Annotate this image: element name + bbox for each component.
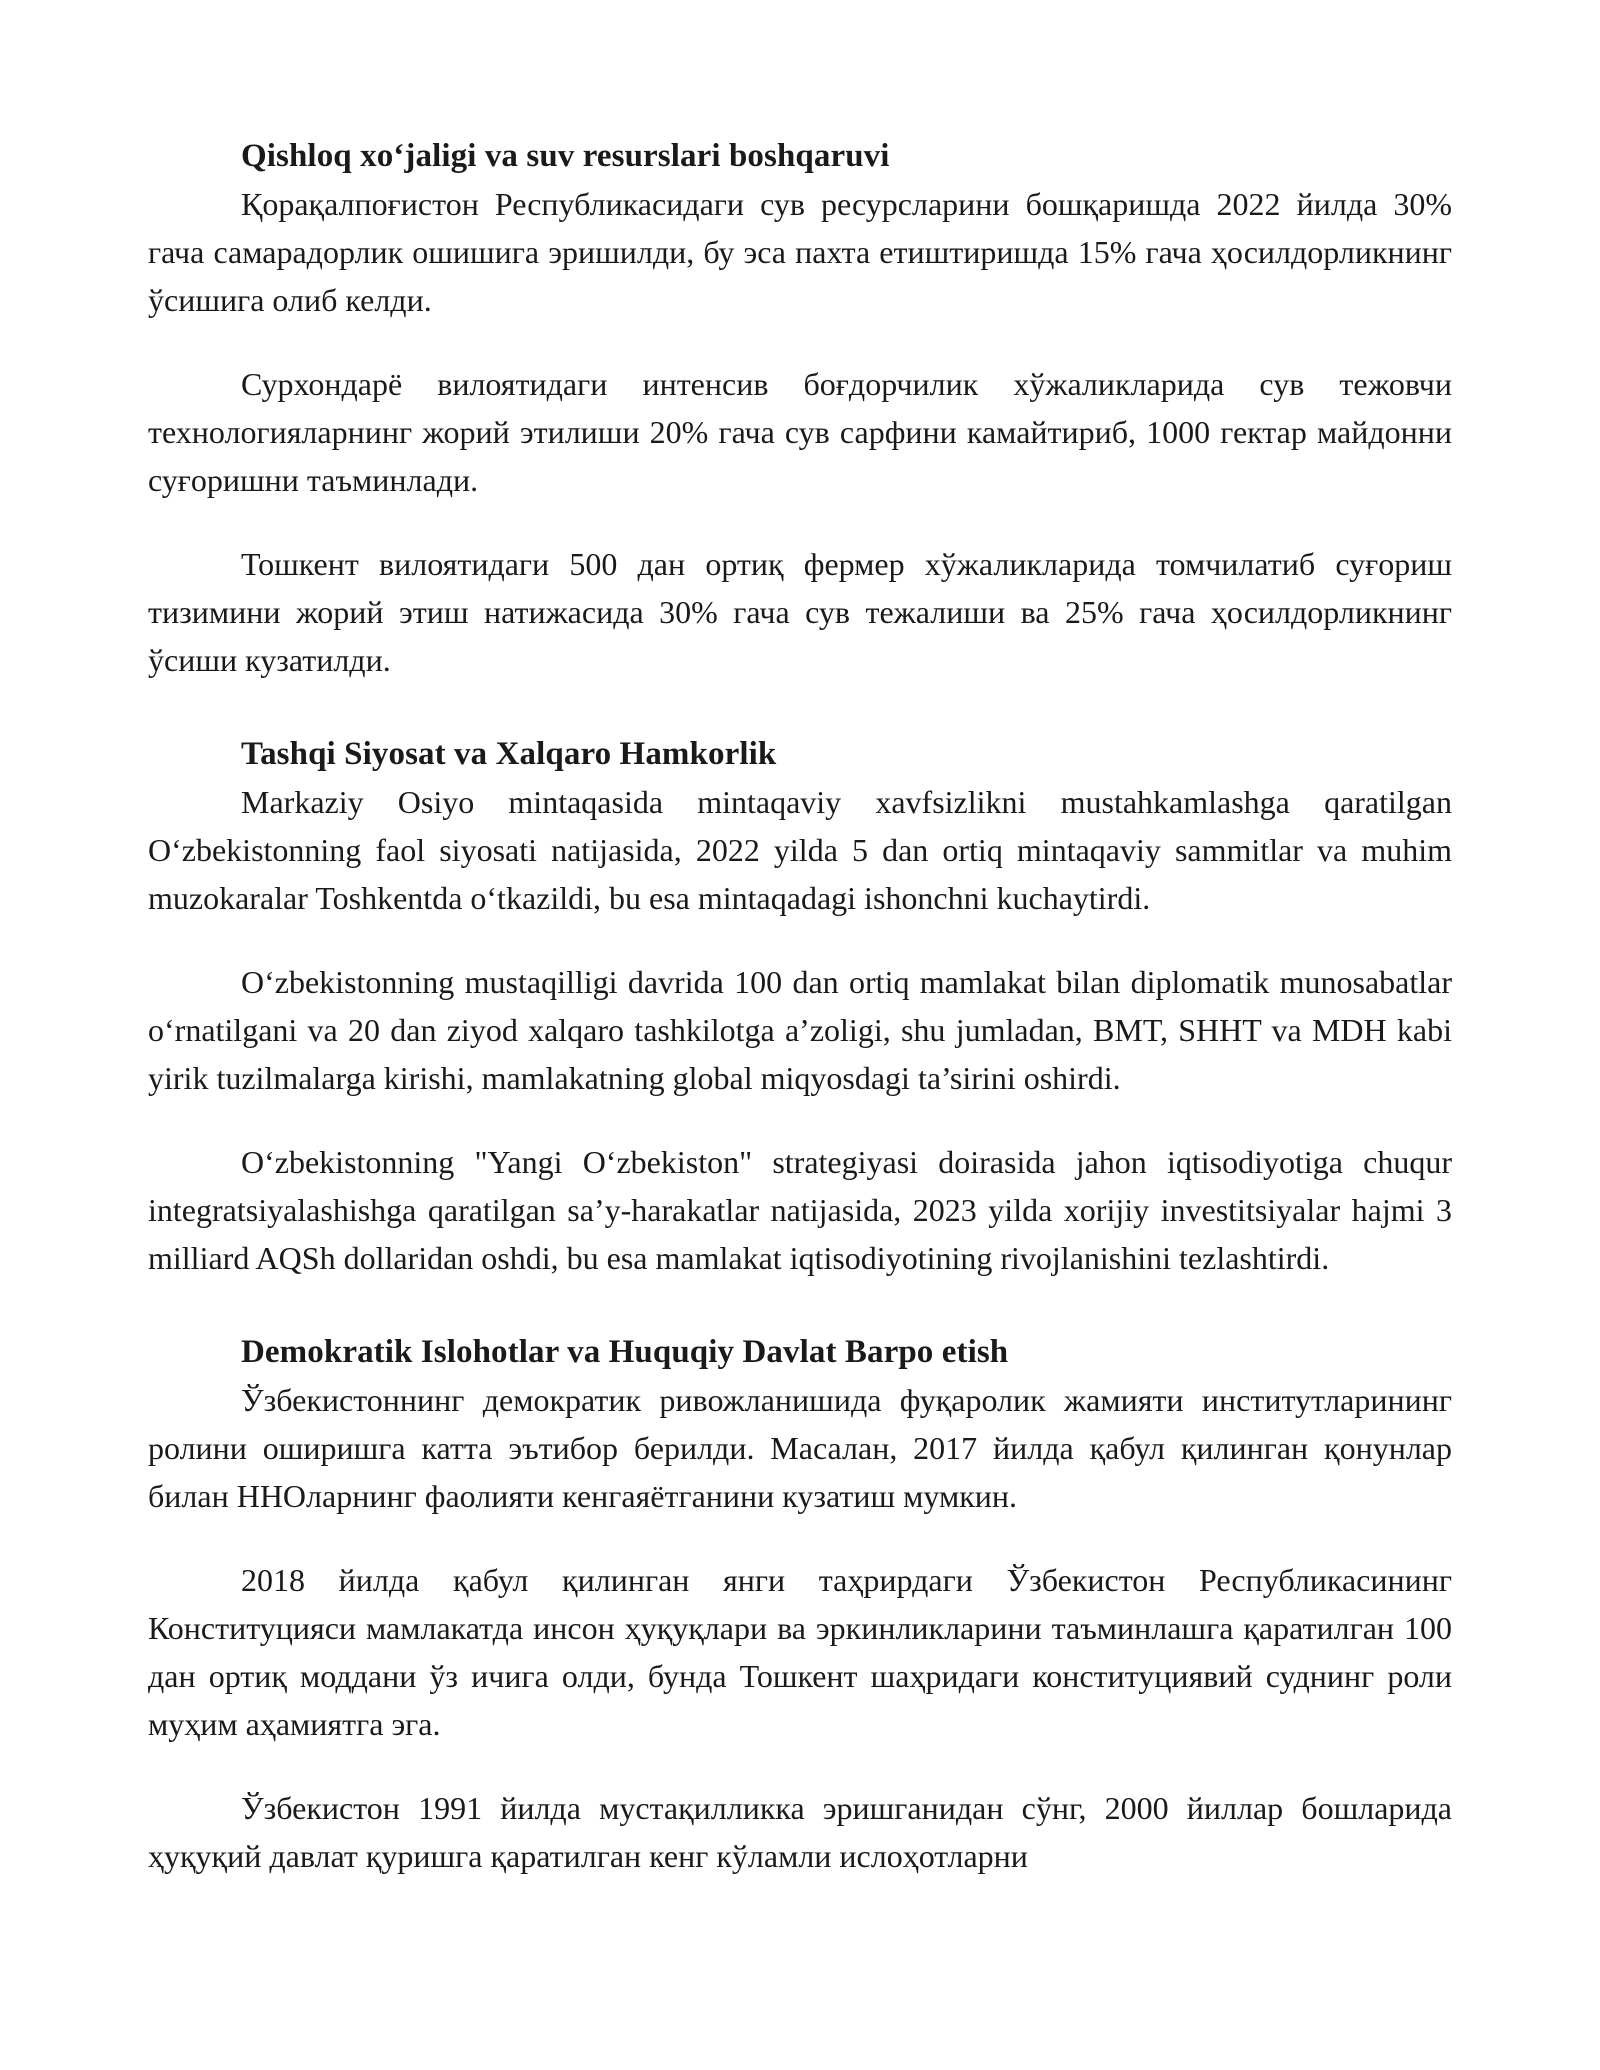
paragraph-new-uzbekistan-strategy: O‘zbekistonning "Yangi O‘zbekiston" strategiyasi doirasida jahon iqtisodiyotiga chuqur integratsiyalashishga qaratilgan sa’y-harakatlar natijasida, 2023 yilda xorijiy investitsiyalar hajmi 3 milliard AQSh dollaridan oshdi, bu esa mamlakat iqtisodiyotining rivojlanishini tezlashtirdi. (148, 1144, 1452, 1276)
paragraph-surkhandarya: Сурхондарё вилоятидаги интенсив боғдорчилик хўжаликларида сув тежовчи технологияларнинг жорий этилиши 20% гача сув сарфини камайтириб, 1000 гектар майдонни суғоришни таъминлади. (148, 366, 1452, 498)
paragraph-karakalpakstan: Қорақалпоғистон Республикасидаги сув ресурсларини бошқаришда 2022 йилда 30% гача самарадорлик ошишига эришилди, бу эса пахта етиштиришда 15% гача ҳосилдорликнинг ўсишига олиб келди. (148, 186, 1452, 318)
paragraph-diplomatic-relations: O‘zbekistonning mustaqilligi davrida 100 dan ortiq mamlakat bilan diplomatik munosabatlar o‘rnatilgani va 20 dan ziyod xalqaro tashkilotga a’zoligi, shu jumladan, BMT, SHHT va MDH kabi yirik tuzilmalarga kirishi, mamlakatning global miqyosdagi ta’sirini oshirdi. (148, 964, 1452, 1096)
paragraph-constitution: 2018 йилда қабул қилинган янги таҳрирдаги Ўзбекистон Республикасининг Конституцияси мамлакатда инсон ҳуқуқлари ва эркинликларини таъминлашга қаратилган 100 дан ортиқ моддани ўз ичига олди, бунда Тошкент шаҳридаги конституциявий суднинг роли муҳим аҳамиятга эга. (148, 1562, 1452, 1742)
paragraph-independence-reforms: Ўзбекистон 1991 йилда мустақилликка эришганидан сўнг, 2000 йиллар бошларида ҳуқуқий давлат қуришга қаратилган кенг кўламли ислоҳотларни (148, 1790, 1452, 1874)
section-heading-agriculture: Qishloq xo‘jaligi va suv resurslari boshqaruvi (241, 138, 890, 174)
paragraph-central-asia: Markaziy Osiyo mintaqasida mintaqaviy xavfsizlikni mustahkamlashga qaratilgan O‘zbekistonning faol siyosati natijasida, 2022 yilda 5 dan ortiq mintaqaviy sammitlar va muhim muzokaralar Toshkentda o‘tkazildi, bu esa mintaqadagi ishonchni kuchaytirdi. (148, 784, 1452, 916)
document-page (148, 132, 1452, 1880)
section-heading-democratic-reforms: Demokratik Islohotlar va Huquqiy Davlat Barpo etish (241, 1334, 1009, 1370)
section-heading-foreign-policy: Tashqi Siyosat va Xalqaro Hamkorlik (241, 736, 777, 772)
paragraph-civil-society: Ўзбекистоннинг демократик ривожланишида фуқаролик жамияти институтларининг ролини оширишга катта эътибор берилди. Масалан, 2017 йилда қабул қилинган қонунлар билан ННОларнинг фаолияти кенгаяётганини кузатиш мумкин. (148, 1382, 1452, 1514)
paragraph-tashkent-region: Тошкент вилоятидаги 500 дан ортиқ фермер хўжаликларида томчилатиб суғориш тизимини жорий этиш натижасида 30% гача сув тежалиши ва 25% гача ҳосилдорликнинг ўсиши кузатилди. (148, 546, 1452, 678)
